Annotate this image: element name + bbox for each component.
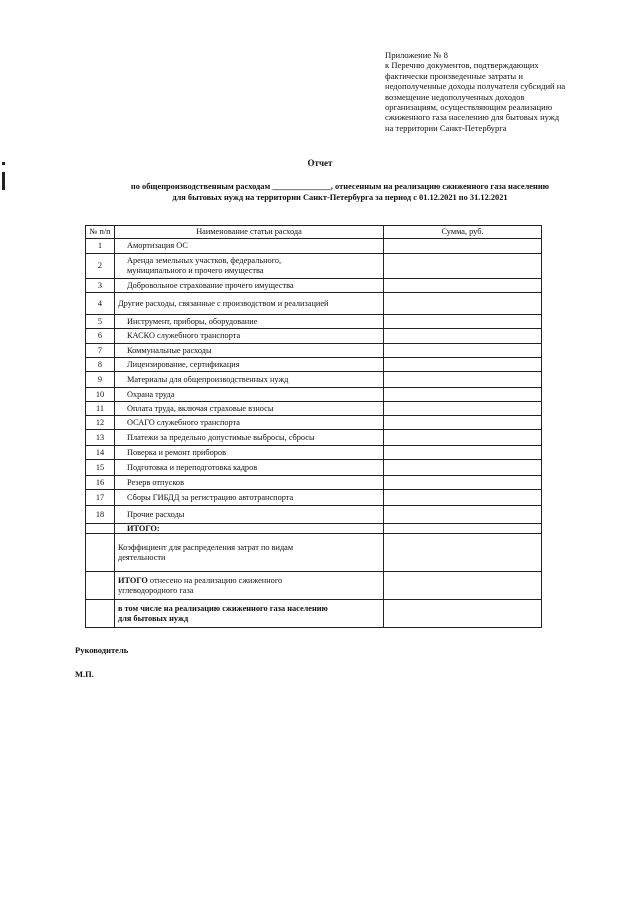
row-number: 14 <box>86 446 115 460</box>
expense-name-cell <box>115 315 384 329</box>
expense-name-cell <box>115 329 384 344</box>
expense-item-text: муниципального и прочего имущества <box>127 266 264 275</box>
table-row <box>86 460 542 476</box>
expense-item-text: Лицензирование, сертификация <box>127 359 240 369</box>
expense-item-text: углеводородного газа <box>118 585 194 595</box>
table-row <box>86 358 542 372</box>
row-number: 10 <box>86 388 115 402</box>
header-sum: Сумма, руб. <box>384 226 542 239</box>
sum-cell <box>384 446 542 460</box>
sum-cell <box>384 358 542 372</box>
sum-cell <box>384 254 542 279</box>
expense-name-cell <box>115 344 384 358</box>
row-number: 4 <box>86 293 115 315</box>
row-number: 8 <box>86 358 115 372</box>
table-row <box>86 372 542 388</box>
table-row <box>86 279 542 293</box>
header-expense-name: Наименование статьи расхода <box>115 226 384 239</box>
sum-cell <box>384 329 542 344</box>
total-label-cell <box>115 524 384 534</box>
expense-name-cell <box>115 416 384 430</box>
sum-cell <box>384 490 542 506</box>
sum-cell <box>384 372 542 388</box>
row-number: 18 <box>86 506 115 524</box>
allocated-total-row <box>86 572 542 600</box>
row-number: 5 <box>86 315 115 329</box>
sum-cell <box>384 460 542 476</box>
report-title: Отчет <box>307 158 333 168</box>
sum-cell <box>384 416 542 430</box>
allocated-label-cell <box>115 572 384 600</box>
expense-name-cell <box>115 358 384 372</box>
signature-head-label: Руководитель <box>75 645 129 655</box>
coefficient-label-cell <box>115 534 384 572</box>
table-header-row <box>86 226 542 239</box>
row-number: 3 <box>86 279 115 293</box>
row-number <box>86 600 115 628</box>
allocated-rest-text: отнесено на реализацию сжиженного <box>147 575 283 585</box>
population-label-cell <box>115 600 384 628</box>
table-row <box>86 315 542 329</box>
sum-cell <box>384 388 542 402</box>
expense-item-text: Подготовка и переподготовка кадров <box>127 462 258 472</box>
expense-name-cell <box>115 388 384 402</box>
table-row <box>86 254 542 279</box>
expense-item-text: Оплата труда, включая страховые взносы <box>127 403 274 413</box>
expense-name-cell <box>115 293 384 315</box>
expense-name-cell <box>115 460 384 476</box>
expense-item-text: КАСКО служебного транспорта <box>127 331 241 340</box>
allocated-label-line <box>118 576 380 586</box>
sum-cell <box>384 315 542 329</box>
expense-item-text: в том числе на реализацию сжиженного газа населению <box>118 603 328 613</box>
expense-item-text: Материалы для общепроизводственных нужд <box>127 374 289 384</box>
sum-cell <box>384 572 542 600</box>
coefficient-row <box>86 534 542 572</box>
expense-name-cell <box>115 476 384 490</box>
table-row <box>86 506 542 524</box>
table-row <box>86 402 542 416</box>
expense-item-text: Охрана труда <box>127 389 175 399</box>
table-row <box>86 239 542 254</box>
sum-cell <box>384 402 542 416</box>
allocated-bold-text: ИТОГО <box>118 575 148 585</box>
sum-cell <box>384 524 542 534</box>
sum-cell <box>384 600 542 628</box>
table-row <box>86 446 542 460</box>
row-number: 12 <box>86 416 115 430</box>
expense-item-text: Аренда земельных участков, федерального, <box>127 256 282 265</box>
table-row <box>86 430 542 446</box>
expense-item-text: Поверка и ремонт приборов <box>127 447 226 457</box>
expense-name-cell <box>115 254 384 279</box>
seal-label: М.П. <box>75 669 94 679</box>
scan-edge-mark <box>2 172 5 190</box>
expense-item-text: Другие расходы, связанные с производством и реализацией <box>118 298 329 308</box>
sum-cell <box>384 279 542 293</box>
expense-item-text: Резерв отпусков <box>127 477 185 487</box>
appendix-line: на территории Санкт-Петербурга <box>385 122 507 133</box>
expense-item-text: ОСАГО служебного транспорта <box>127 417 240 427</box>
header-number: № п/п <box>86 226 115 239</box>
table-body <box>86 239 542 628</box>
table-row <box>86 476 542 490</box>
row-number: 16 <box>86 476 115 490</box>
appendix-line: Приложение № 8 <box>385 50 448 60</box>
table-row <box>86 293 542 315</box>
appendix-line: возмещение недополученных доходов <box>385 91 525 102</box>
row-number: 13 <box>86 430 115 446</box>
appendix-line: к Перечню документов, подтверждающих <box>385 60 539 71</box>
expense-item-text: деятельности <box>118 552 166 562</box>
sum-cell <box>384 293 542 315</box>
row-number <box>86 524 115 534</box>
table-row <box>86 329 542 344</box>
row-number: 11 <box>86 402 115 416</box>
expense-item-text: Платежи за предельно допустимые выбросы, сбросы <box>127 432 315 442</box>
expense-name-cell <box>115 506 384 524</box>
expense-item-text: Коммунальные расходы <box>127 345 212 355</box>
expense-name-cell <box>115 402 384 416</box>
expense-name-cell <box>115 372 384 388</box>
row-number: 1 <box>86 239 115 254</box>
report-subtitle <box>60 181 620 203</box>
sum-cell <box>384 344 542 358</box>
expense-name-cell <box>115 490 384 506</box>
table-row <box>86 344 542 358</box>
expense-item-text: для бытовых нужд <box>118 613 189 623</box>
expense-table <box>85 225 542 628</box>
sum-cell <box>384 506 542 524</box>
table-row <box>86 388 542 402</box>
expense-item-text: Инструмент, приборы, оборудование <box>127 316 258 326</box>
expense-item-text: Прочие расходы <box>127 509 185 519</box>
table-row <box>86 490 542 506</box>
expense-item-text: Амортизация ОС <box>127 241 188 250</box>
row-number: 17 <box>86 490 115 506</box>
population-row <box>86 600 542 628</box>
row-number: 7 <box>86 344 115 358</box>
expense-item-text: Сборы ГИБДД за регистрацию автотранспорта <box>127 492 294 502</box>
expense-item-text: Добровольное страхование прочего имущества <box>127 280 294 290</box>
row-number <box>86 534 115 572</box>
sum-cell <box>384 430 542 446</box>
subtitle-line-1: по общепроизводственным расходам ______________, отнесенным на реализацию сжиженного газа населению <box>130 182 550 191</box>
expense-name-cell <box>115 239 384 254</box>
sum-cell <box>384 239 542 254</box>
appendix-line: организациям, осуществляющим реализацию <box>385 102 553 113</box>
sum-cell <box>384 476 542 490</box>
appendix-line: сжиженного газа населению для бытовых нужд <box>385 112 560 123</box>
row-number: 2 <box>86 254 115 279</box>
subtitle-line-2: для бытовых нужд на территории Санкт-Петербурга за период с 01.12.2021 по 31.12.2021 <box>172 193 508 202</box>
appendix-line: недополученные доходы получателя субсидий на <box>385 81 566 92</box>
expense-name-cell <box>115 430 384 446</box>
expense-name-cell <box>115 446 384 460</box>
expense-item-text: ИТОГО: <box>127 523 160 533</box>
table-row <box>86 416 542 430</box>
sum-cell <box>384 534 542 572</box>
row-number: 15 <box>86 460 115 476</box>
expense-name-cell <box>115 279 384 293</box>
total-row <box>86 524 542 534</box>
expense-item-text: Коэффициент для распределения затрат по видам <box>118 542 294 552</box>
row-number <box>86 572 115 600</box>
appendix-line: фактически произведенные затраты и <box>385 70 523 81</box>
row-number: 9 <box>86 372 115 388</box>
row-number: 6 <box>86 329 115 344</box>
appendix-block <box>385 50 615 133</box>
